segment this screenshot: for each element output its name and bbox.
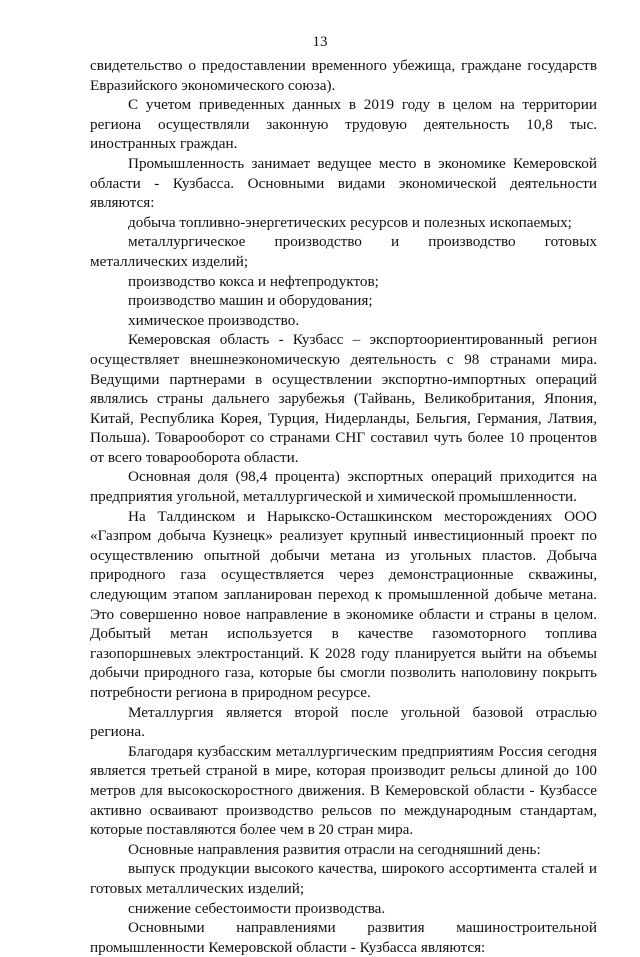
list-item: добыча топливно-энергетических ресурсов и полезных ископаемых;	[128, 213, 572, 231]
paragraph: Основные направления развития отрасли на сегодняшний день:	[128, 840, 541, 858]
paragraph: Основными направлениями развития машиностроительной промышленности Кемеровской области - Кузбасса являются:	[90, 919, 597, 956]
list-item: металлургическое производство и производство готовых металлических изделий;	[90, 233, 597, 270]
list-item: производство кокса и нефтепродуктов;	[128, 272, 379, 290]
paragraph: Основная доля (98,4 процента) экспортных операций приходится на предприятия угольной, металлургической и химической промышленности.	[90, 468, 597, 506]
list-item: снижение себестоимости производства.	[128, 899, 386, 917]
paragraph: С учетом приведенных данных в 2019 году в целом на территории региона осуществляли законную трудовую деятельность 10,8 тыс. иностранных граждан.	[90, 96, 597, 153]
paragraph: На Талдинском и Нарыкско-Осташкинском месторождениях ООО «Газпром добыча Кузнецк» реализует крупный инвестиционный проект по осуществлению опытной добычи метана из угольных пластов. Добыча природного газа осуществляется через демонстрационные скважины, следующим этапом запланирован переход к промышленной добыче метана. Это совершенно новое направление в экономике области и страны в целом. Добытый метан используется в качестве газомоторного топлива газопоршневых электростанций. К 2028 году планируется выйти на объемы добычи природного газа, которые бы смогли позволить наполовину покрыть потребности региона в природном ресурсе.	[90, 507, 597, 701]
page-number: 13	[312, 34, 328, 50]
document-body	[90, 56, 597, 957]
list-item: выпуск продукции высокого качества, широкого ассортимента сталей и готовых металлических изделий;	[90, 860, 597, 897]
list-item: химическое производство.	[128, 311, 300, 329]
paragraph: Благодаря кузбасским металлургическим предприятиям Россия сегодня является третьей страной в мире, которая производит рельсы длиной до 100 метров для высокоскоростного движения. В Кемеровской области - Кузбассе активно осваивают производство рельсов по международным стандартам, которые поставляются более чем в 20 стран мира.	[90, 742, 597, 839]
paragraph: Кемеровская область - Кузбасс – экспортоориентированный регион осуществляет внешнеэкономическую деятельность с 98 странами мира. Ведущими партнерами в осуществлении экспортно-импортных операций являлись страны дальнего зарубежья (Тайвань, Великобритания, Япония, Китай, Республика Корея, Турция, Нидерланды, Бельгия, Германия, Латвия, Польша). Товарооборот со странами СНГ составил чуть более 10 процентов от всего товарооборота области.	[90, 331, 597, 466]
paragraph: Металлургия является второй после угольной базовой отраслью региона.	[90, 703, 597, 741]
paragraph: свидетельство о предоставлении временного убежища, граждане государств Евразийского экономического союза).	[90, 57, 597, 94]
paragraph: Промышленность занимает ведущее место в экономике Кемеровской области - Кузбасса. Основными видами экономической деятельности являются:	[90, 154, 597, 212]
list-item: производство машин и оборудования;	[128, 292, 373, 310]
